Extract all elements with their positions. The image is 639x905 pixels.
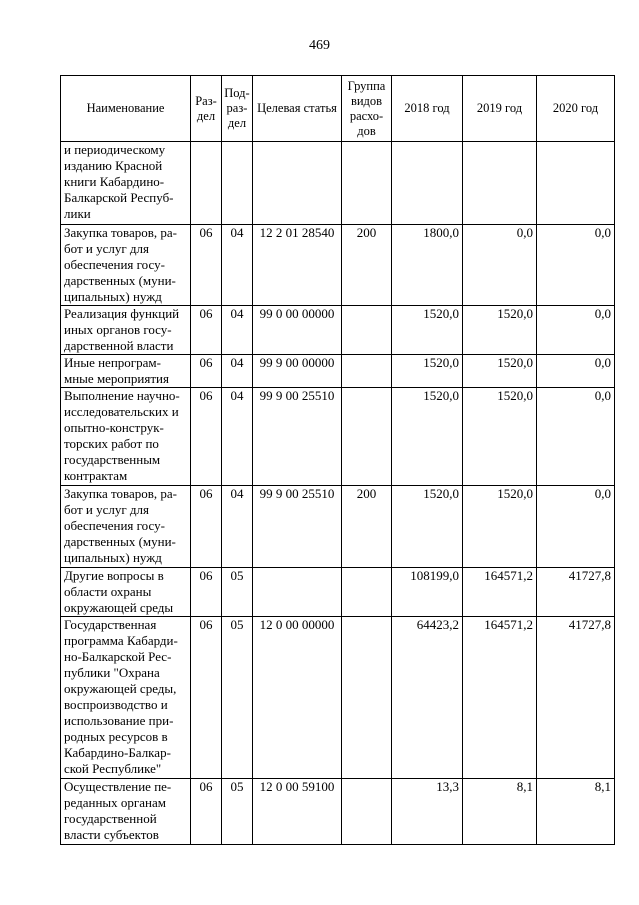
cell-subsection: 04 [222, 306, 253, 355]
cell-2020: 8,1 [537, 779, 615, 845]
cell-2020: 0,0 [537, 388, 615, 486]
cell-group: 200 [342, 225, 392, 306]
cell-name: Реализация функций иных органов госу-дарственной власти [61, 306, 191, 355]
cell-name: Другие вопросы в области охраны окружающей среды [61, 568, 191, 617]
cell-group [342, 355, 392, 388]
header-2020: 2020 год [537, 76, 615, 142]
budget-table [60, 75, 615, 845]
cell-2018 [392, 142, 463, 225]
cell-2018: 1520,0 [392, 306, 463, 355]
cell-2018: 1520,0 [392, 355, 463, 388]
cell-target: 12 0 00 00000 [253, 617, 342, 779]
cell-target [253, 568, 342, 617]
cell-2018: 108199,0 [392, 568, 463, 617]
cell-target [253, 142, 342, 225]
cell-2018: 1520,0 [392, 388, 463, 486]
cell-group [342, 779, 392, 845]
cell-section [191, 142, 222, 225]
cell-group [342, 617, 392, 779]
cell-subsection: 04 [222, 355, 253, 388]
cell-name: и периодическому изданию Красной книги Кабардино-Балкарской Респуб-лики [61, 142, 191, 225]
header-2019: 2019 год [463, 76, 537, 142]
cell-group [342, 306, 392, 355]
table-row [61, 142, 615, 225]
cell-group [342, 568, 392, 617]
cell-section: 06 [191, 388, 222, 486]
table-row [61, 225, 615, 306]
cell-2019: 1520,0 [463, 306, 537, 355]
cell-subsection [222, 142, 253, 225]
cell-2020: 0,0 [537, 306, 615, 355]
cell-2019: 164571,2 [463, 617, 537, 779]
header-row [61, 76, 615, 142]
cell-2020 [537, 142, 615, 225]
table-row [61, 568, 615, 617]
cell-name: Иные непрограм-мные мероприятия [61, 355, 191, 388]
header-2018: 2018 год [392, 76, 463, 142]
cell-2019: 1520,0 [463, 355, 537, 388]
table-row [61, 306, 615, 355]
header-subsection: Под-раз-дел [222, 76, 253, 142]
cell-2020: 0,0 [537, 486, 615, 568]
cell-target: 99 9 00 25510 [253, 388, 342, 486]
cell-section: 06 [191, 568, 222, 617]
cell-section: 06 [191, 225, 222, 306]
cell-2020: 0,0 [537, 225, 615, 306]
cell-2018: 1520,0 [392, 486, 463, 568]
cell-subsection: 05 [222, 568, 253, 617]
header-section: Раз-дел [191, 76, 222, 142]
cell-subsection: 05 [222, 779, 253, 845]
cell-2019: 8,1 [463, 779, 537, 845]
table-row [61, 617, 615, 779]
cell-group: 200 [342, 486, 392, 568]
cell-target: 12 2 01 28540 [253, 225, 342, 306]
cell-2019: 0,0 [463, 225, 537, 306]
cell-section: 06 [191, 779, 222, 845]
cell-section: 06 [191, 486, 222, 568]
cell-2019: 164571,2 [463, 568, 537, 617]
cell-subsection: 04 [222, 486, 253, 568]
cell-section: 06 [191, 355, 222, 388]
cell-subsection: 05 [222, 617, 253, 779]
cell-name: Закупка товаров, ра-бот и услуг для обеспечения госу-дарственных (муни-ципальных) нужд [61, 225, 191, 306]
cell-target: 99 0 00 00000 [253, 306, 342, 355]
cell-2018: 1800,0 [392, 225, 463, 306]
cell-group [342, 388, 392, 486]
cell-target: 99 9 00 25510 [253, 486, 342, 568]
cell-target: 12 0 00 59100 [253, 779, 342, 845]
cell-2018: 64423,2 [392, 617, 463, 779]
cell-name: Закупка товаров, ра-бот и услуг для обеспечения госу-дарственных (муни-ципальных) нужд [61, 486, 191, 568]
cell-group [342, 142, 392, 225]
cell-2019: 1520,0 [463, 486, 537, 568]
cell-target: 99 9 00 00000 [253, 355, 342, 388]
cell-subsection: 04 [222, 388, 253, 486]
table-row [61, 486, 615, 568]
header-name: Наименование [61, 76, 191, 142]
header-group: Группа видов расхо-дов [342, 76, 392, 142]
cell-2020: 41727,8 [537, 617, 615, 779]
page-number: 469 [309, 38, 330, 53]
cell-subsection: 04 [222, 225, 253, 306]
cell-section: 06 [191, 306, 222, 355]
cell-2019: 1520,0 [463, 388, 537, 486]
cell-2019 [463, 142, 537, 225]
cell-2018: 13,3 [392, 779, 463, 845]
cell-name: Государственная программа Кабарди-но-Балкарской Рес-публики "Охрана окружающей среды, воспроизводство и использование при-родных ресурсов в Кабардино-Балкар-ской Республике" [61, 617, 191, 779]
header-target: Целевая статья [253, 76, 342, 142]
table-row [61, 779, 615, 845]
cell-name: Осуществление пе-реданных органам государственной власти субъектов [61, 779, 191, 845]
table-row [61, 355, 615, 388]
cell-2020: 41727,8 [537, 568, 615, 617]
table-row [61, 388, 615, 486]
cell-name: Выполнение научно-исследовательских и опытно-конструк-торских работ по государственным контрактам [61, 388, 191, 486]
cell-section: 06 [191, 617, 222, 779]
cell-2020: 0,0 [537, 355, 615, 388]
